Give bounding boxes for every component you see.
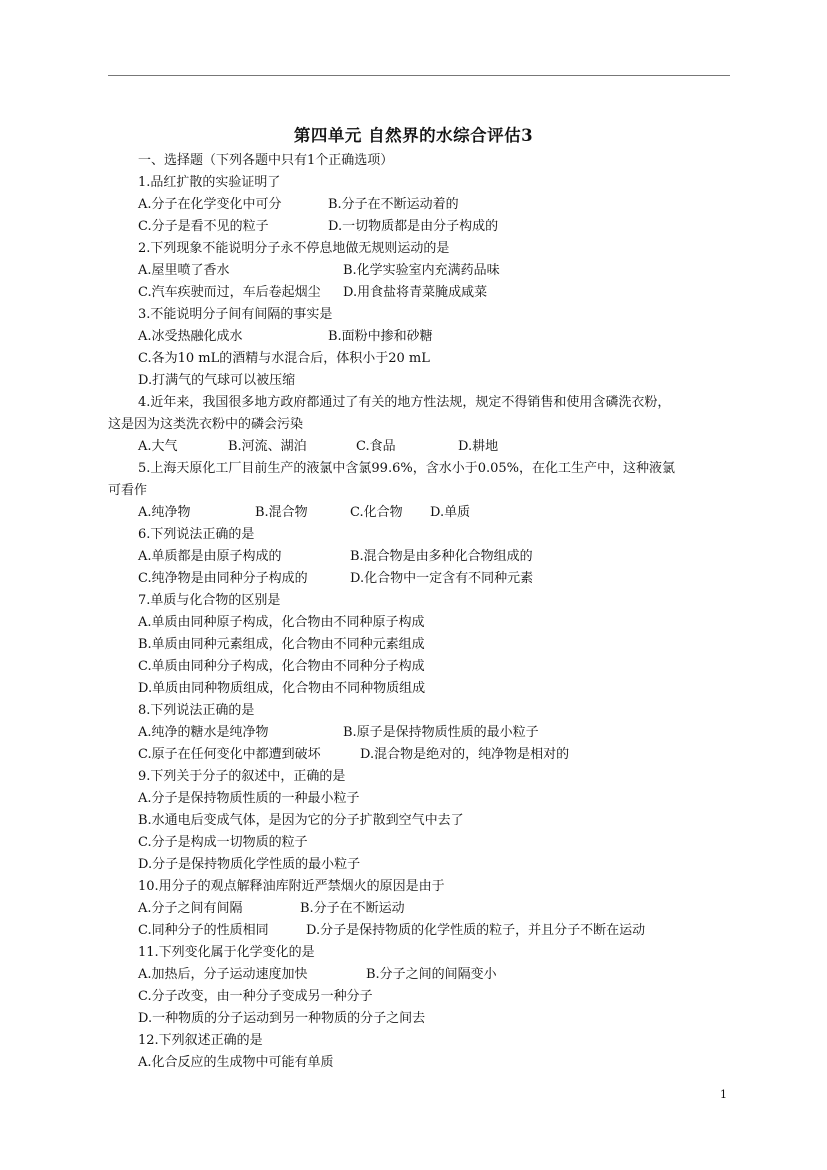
option-4a: A.大气 [138,439,178,454]
option-8b: B.原子是保持物质性质的最小粒子 [343,725,539,740]
option-4c: C.食品 [356,439,396,454]
option-11b: B.分子之间的间隔变小 [366,967,497,982]
question-10: 10.用分子的观点解释油库附近严禁烟火的原因是由于 [138,879,445,894]
option-7c: C.单质由同种分子构成，化合物由不同种分子构成 [138,659,425,674]
option-4b: B.河流、湖泊 [228,439,307,454]
option-7a: A.单质由同种原子构成，化合物由不同种原子构成 [138,615,425,630]
option-12a: A.化合反应的生成物中可能有单质 [138,1055,334,1070]
page-title: 第四单元 自然界的水综合评估3 [293,126,534,145]
option-10c: C.同种分子的性质相同 [138,923,269,938]
page-number: 1 [720,1088,727,1101]
question-1: 1.品红扩散的实验证明了 [138,175,281,190]
question-7: 7.单质与化合物的区别是 [138,593,281,608]
option-1b: B.分子在不断运动着的 [328,197,459,212]
option-3a: A.冰受热融化成水 [138,329,243,344]
option-10b: B.分子在不断运动 [300,901,405,916]
option-1d: D.一切物质都是由分子构成的 [328,219,499,234]
option-2c: C.汽车疾驶而过，车后卷起烟尘 [138,285,321,300]
option-11d: D.一种物质的分子运动到另一种物质的分子之间去 [138,1011,426,1026]
option-11a: A.加热后，分子运动速度加快 [138,967,308,982]
option-8a: A.纯净的糖水是纯净物 [138,725,269,740]
option-10d: D.分子是保持物质的化学性质的粒子，并且分子不断在运动 [306,923,646,938]
option-2a: A.屋里喷了香水 [138,263,230,278]
option-6c: C.纯净物是由同种分子构成的 [138,571,308,586]
option-1a: A.分子在化学变化中可分 [138,197,282,212]
question-11: 11.下列变化属于化学变化的是 [138,945,315,960]
option-5a: A.纯净物 [138,505,191,520]
option-3c: C.各为10 mL的酒精与水混合后，体积小于20 mL [138,351,430,366]
option-1c: C.分子是看不见的粒子 [138,219,269,234]
option-3d: D.打满气的气球可以被压缩 [138,373,296,388]
option-8c: C.原子在任何变化中都遭到破坏 [138,747,321,762]
question-4-cont: 这是因为这类洗衣粉中的磷会污染 [108,417,304,432]
question-8: 8.下列说法正确的是 [138,703,255,718]
question-9: 9.下列关于分子的叙述中，正确的是 [138,769,346,784]
question-4: 4.近年来，我国很多地方政府都通过了有关的地方性法规，规定不得销售和使用含磷洗衣粉， [138,395,671,410]
option-5c: C.化合物 [350,505,403,520]
question-5-cont: 可看作 [108,483,148,498]
option-9d: D.分子是保持物质化学性质的最小粒子 [138,857,361,872]
option-4d: D.耕地 [458,439,499,454]
option-6d: D.化合物中一定含有不同种元素 [350,571,534,586]
question-6: 6.下列说法正确的是 [138,527,255,542]
option-6b: B.混合物是由多种化合物组成的 [350,549,533,564]
option-9b: B.水通电后变成气体，是因为它的分子扩散到空气中去了 [138,813,464,828]
option-5b: B.混合物 [255,505,308,520]
header-rule [108,75,730,76]
question-2: 2.下列现象不能说明分子永不停息地做无规则运动的是 [138,241,450,256]
option-2d: D.用食盐将青菜腌成咸菜 [343,285,488,300]
option-3b: B.面粉中掺和砂糖 [328,329,433,344]
option-9c: C.分子是构成一切物质的粒子 [138,835,308,850]
option-10a: A.分子之间有间隔 [138,901,243,916]
question-3: 3.不能说明分子间有间隔的事实是 [138,307,333,322]
option-2b: B.化学实验室内充满药品味 [343,263,500,278]
option-5d: D.单质 [430,505,471,520]
option-7d: D.单质由同种物质组成，化合物由不同种物质组成 [138,681,426,696]
option-9a: A.分子是保持物质性质的一种最小粒子 [138,791,360,806]
option-11c: C.分子改变，由一种分子变成另一种分子 [138,989,373,1004]
question-5: 5.上海天原化工厂目前生产的液氯中含氯99.6%，含水小于0.05%，在化工生产中，这种液氯 [138,461,675,476]
question-12: 12.下列叙述正确的是 [138,1033,263,1048]
option-8d: D.混合物是绝对的，纯净物是相对的 [360,747,570,762]
option-7b: B.单质由同种元素组成，化合物由不同种元素组成 [138,637,425,652]
option-6a: A.单质都是由原子构成的 [138,549,282,564]
section-heading: 一、选择题（下列各题中只有1个正确选项） [138,153,394,168]
